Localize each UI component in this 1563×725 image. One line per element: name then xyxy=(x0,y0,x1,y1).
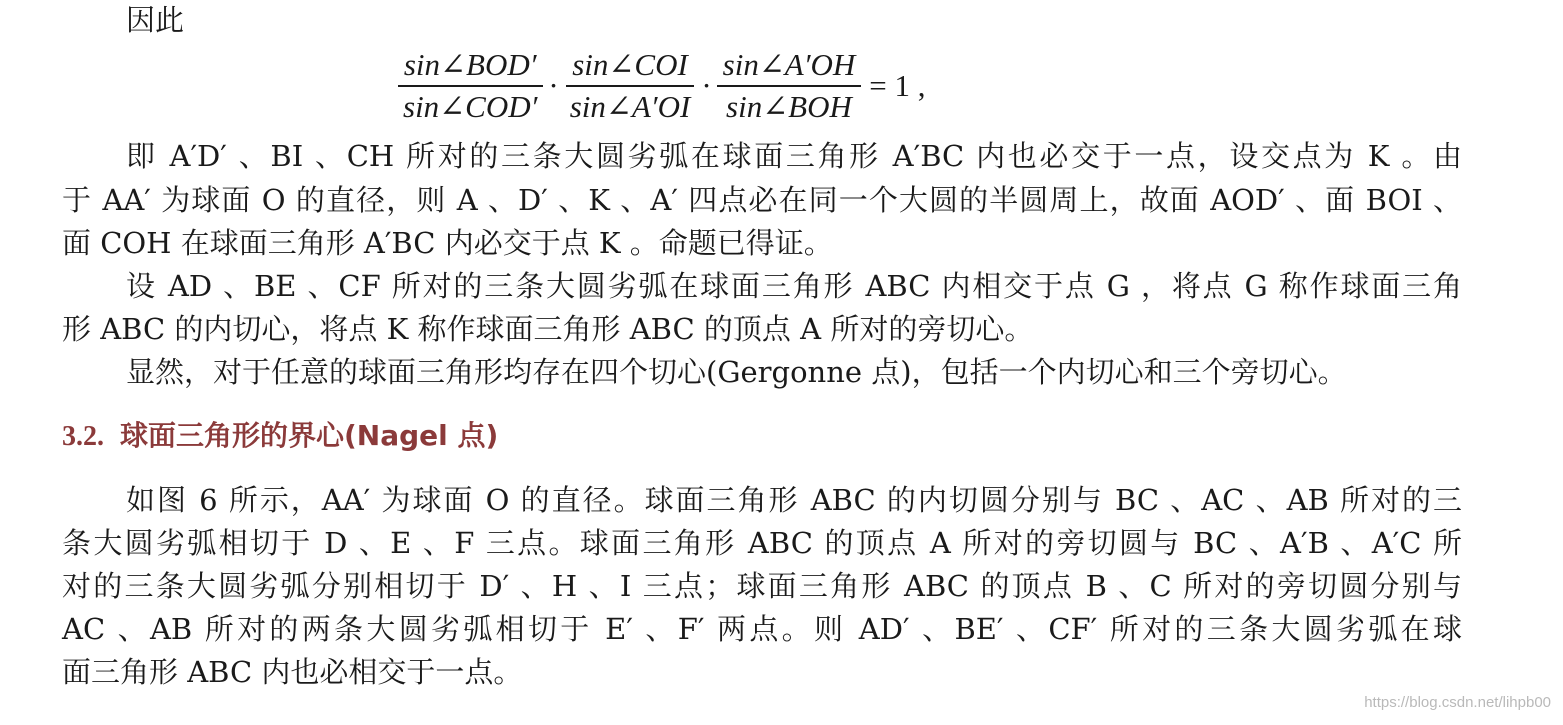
fraction-3-numerator: sin∠A′OH xyxy=(717,45,862,87)
dot-operator-1: · xyxy=(548,68,559,103)
paragraph-4-line-1: 如图 6 所示，AA′ 为球面 O 的直径。球面三角形 ABC 的内切圆分别与 BC 、AC 、AB 所对的三 xyxy=(126,483,1462,517)
fraction-1-denominator: sin∠COD′ xyxy=(403,89,538,124)
section-title: 球面三角形的界心(Nagel 点) xyxy=(120,419,499,452)
dot-operator-2: · xyxy=(701,68,712,103)
fraction-3 xyxy=(717,45,862,127)
paragraph-2-line-2: 形 ABC 的内切心，将点 K 称作球面三角形 ABC 的顶点 A 所对的旁切心。 xyxy=(62,312,1034,346)
ratio-formula xyxy=(395,40,926,132)
paragraph-2-line-1: 设 AD 、BE 、CF 所对的三条大圆劣弧在球面三角形 ABC 内相交于点 G ，将点 G 称作球面三角 xyxy=(126,269,1462,303)
paragraph-3-line-1: 显然，对于任意的球面三角形均存在四个切心(Gergonne 点)，包括一个内切心和三个旁切心。 xyxy=(126,355,1347,389)
fraction-1 xyxy=(397,45,543,127)
formula-right-hand-side: = 1 , xyxy=(869,68,926,103)
fraction-3-denominator: sin∠BOH xyxy=(726,89,852,124)
paragraph-1-line-3: 面 COH 在球面三角形 A′BC 内必交于点 K 。命题已得证。 xyxy=(62,226,833,260)
fraction-2 xyxy=(564,45,697,127)
source-watermark: https://blog.csdn.net/lihpb00 xyxy=(1364,694,1551,711)
paragraph-1-line-2: 于 AA′ 为球面 O 的直径，则 A 、D′ 、K 、A′ 四点必在同一个大圆的半圆周上，故面 AOD′ 、面 BOI 、 xyxy=(62,183,1462,217)
paragraph-4-line-2: 条大圆劣弧相切于 D 、E 、F 三点。球面三角形 ABC 的顶点 A 所对的旁切圆与 BC 、A′B 、A′C 所 xyxy=(62,526,1462,560)
fraction-1-numerator: sin∠BOD′ xyxy=(398,45,543,87)
section-number: 3.2. xyxy=(62,421,104,452)
paragraph-4-line-4: AC 、AB 所对的两条大圆劣弧相切于 E′ 、F′ 两点。则 AD′ 、BE′ 、CF′ 所对的三条大圆劣弧在球 xyxy=(62,612,1462,646)
paragraph-1-line-1: 即 A′D′ 、BI 、CH 所对的三条大圆劣弧在球面三角形 A′BC 内也必交于一点，设交点为 K 。由 xyxy=(126,139,1462,173)
fraction-2-denominator: sin∠A′OI xyxy=(569,89,691,124)
fraction-2-numerator: sin∠COI xyxy=(566,45,694,87)
paragraph-intro: 因此 xyxy=(126,3,185,37)
section-heading xyxy=(62,416,498,457)
paragraph-4-line-3: 对的三条大圆劣弧分别相切于 D′ 、H 、I 三点；球面三角形 ABC 的顶点 B 、C 所对的旁切圆分别与 xyxy=(62,569,1462,603)
paragraph-4-line-5: 面三角形 ABC 内也必相交于一点。 xyxy=(62,655,523,689)
